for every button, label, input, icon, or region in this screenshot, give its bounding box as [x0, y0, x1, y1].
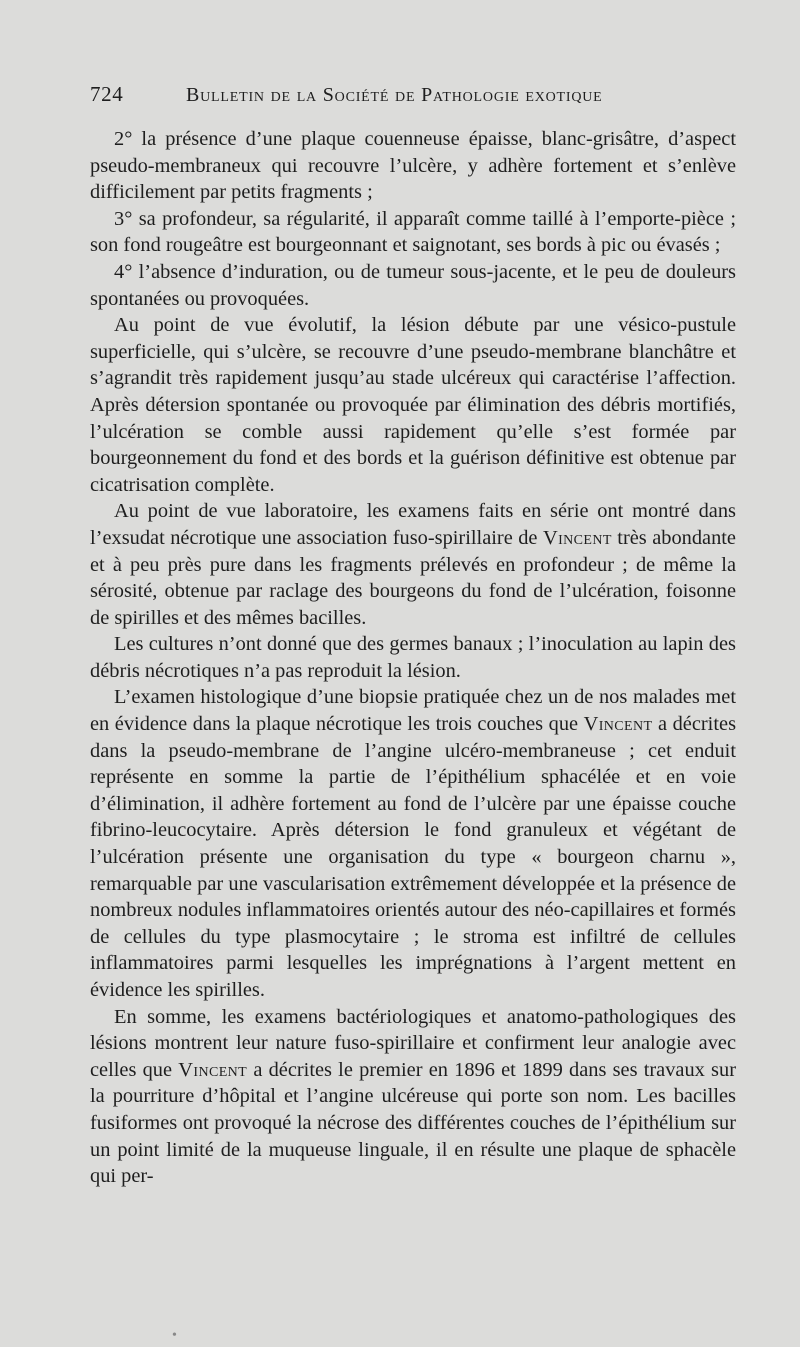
- paragraph-item-4: 4° l’absence d’induration, ou de tumeur sous-jacente, et le peu de douleurs spontanées ou provoquées.: [90, 260, 736, 310]
- paragraph-cultures: Les cultures n’ont donné que des germes banaux ; l’inoculation au lapin des débris nécrotiques n’a pas reproduit la lésion.: [90, 633, 736, 682]
- author-name: Vincent: [583, 713, 653, 736]
- paragraph-item-3: 3° sa profondeur, sa régularité, il apparaît comme taillé à l’emporte-pièce ; son fond rougeâtre est bourgeonnant et saignotant, ses bords à pic ou évasés ;: [90, 207, 736, 257]
- running-title: Bulletin de la Société de Pathologie exotique: [186, 84, 603, 106]
- author-name: Vincent: [178, 1058, 248, 1081]
- paragraph-laboratory: Au point de vue laboratoire, les examens faits en série ont montré dans l’exsudat nécrotique une association fuso-spirillaire de Vincent très abondante et à peu près pure dans les fragments prélevés en profondeur ; de même la sérosité, obtenue par raclage des bourgeons du fond de l’ulcération, foisonne de spirilles et des mêmes bacilles.: [90, 500, 736, 629]
- paper-speck: •: [172, 1328, 177, 1343]
- paragraph-histology: L’examen histologique d’une biopsie pratiquée chez un de nos malades met en évidence dans la plaque nécrotique les trois couches que Vincent a décrites dans la pseudo-membrane de l’angine ulcéro-membraneuse ; cet enduit représente en somme la partie de l’épithélium sphacélée et en voie d’élimination, il adhère fortement au fond de l’ulcère par une épaisse couche fibrino-leucocytaire. Après détersion le fond granuleux et végétant de l’ulcération présente une organisation du type « bourgeon charnu », remarquable par une vascularisation extrêmement développée et la présence de nombreux nodules inflammatoires orientés autour des néo-capillaires et formés de cellules du type plasmocytaire ; le stroma est infiltré de cellules inflammatoires parmi lesquelles les imprégnations à l’argent mettent en évidence les spirilles.: [90, 686, 736, 1001]
- body-text: [90, 126, 736, 1190]
- paragraph-summary: En somme, les examens bactériologiques et anatomo-pathologiques des lésions montrent leur nature fuso-spirillaire et confirment leur analogie avec celles que Vincent a décrites le premier en 1896 et 1899 dans ses travaux sur la pourriture d’hôpital et l’angine ulcéreuse qui porte son nom. Les bacilles fusiformes ont provoqué la nécrose des différentes couches de l’épithélium sur un point limité de la muqueuse linguale, il en résulte une plaque de sphacèle qui per-: [90, 1005, 736, 1188]
- author-name: Vincent: [542, 526, 612, 549]
- page-header: [90, 82, 736, 116]
- page-number: 724: [90, 82, 124, 106]
- paragraph-item-2: 2° la présence d’une plaque couenneuse épaisse, blanc-grisâtre, d’aspect pseudo-membraneux qui recouvre l’ulcère, y adhère fortement et s’enlève difficilement par petits fragments ;: [90, 128, 736, 204]
- paragraph-evolution: Au point de vue évolutif, la lésion débute par une vésico-pustule superficielle, qui s’ulcère, se recouvre d’une pseudo-membrane blanchâtre et s’agrandit très rapidement jusqu’au stade ulcéreux qui caractérise l’affection. Après détersion spontanée ou provoquée par élimination des débris mortifiés, l’ulcération se comble aussi rapidement qu’elle s’est formée par bourgeonnement du fond et des bords et la guérison définitive est obtenue par cicatrisation complète.: [90, 314, 736, 496]
